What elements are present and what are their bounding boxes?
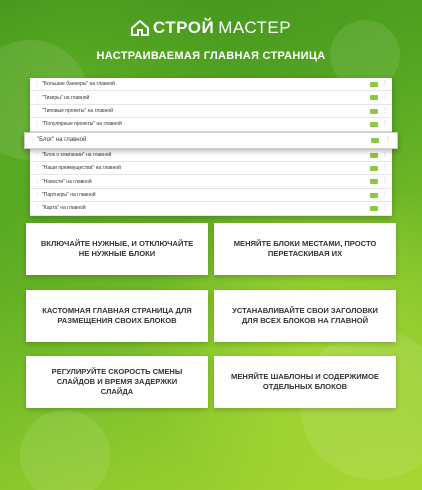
toggle-switch[interactable] [370, 153, 378, 158]
settings-row-label: "Большие баннеры" на главной [42, 81, 115, 88]
settings-row-label: "Популярные проекты" на главной [42, 121, 122, 128]
house-icon [131, 20, 149, 36]
drag-handle-icon[interactable]: ⋮ [35, 151, 40, 158]
drag-handle-icon[interactable]: ⋮ [30, 137, 35, 144]
settings-row[interactable] [30, 105, 392, 118]
feature-card: ВКЛЮЧАЙТЕ НУЖНЫЕ, И ОТКЛЮЧАЙТЕ НЕ НУЖНЫЕ БЛОКИ [26, 223, 208, 275]
more-icon[interactable]: ⋮ [382, 107, 388, 114]
settings-row-dragging[interactable] [24, 132, 398, 149]
toggle-switch[interactable] [370, 82, 378, 87]
more-icon[interactable]: ⋮ [382, 178, 388, 185]
toggle-switch[interactable] [370, 179, 378, 184]
logo [131, 18, 291, 38]
feature-card: РЕГУЛИРУЙТЕ СКОРОСТЬ СМЕНЫ СЛАЙДОВ И ВРЕМЯ ЗАДЕРЖКИ СЛАЙДА [26, 356, 208, 408]
settings-row[interactable] [30, 78, 392, 91]
settings-row-label: "Партнеры" на главной [42, 191, 96, 198]
more-icon[interactable]: ⋮ [382, 191, 388, 198]
drag-handle-icon[interactable]: ⋮ [35, 94, 40, 101]
toggle-switch[interactable] [371, 138, 379, 143]
settings-row[interactable] [30, 162, 392, 175]
feature-card: МЕНЯЙТЕ ШАБЛОНЫ И СОДЕРЖИМОЕ ОТДЕЛЬНЫХ БЛОКОВ [214, 356, 396, 408]
more-icon[interactable]: ⋮ [382, 121, 388, 128]
page-subtitle: НАСТРАИВАЕМАЯ ГЛАВНАЯ СТРАНИЦА [96, 50, 326, 62]
settings-row-label: "Новости" на главной [42, 178, 92, 185]
bokeh-circle [20, 410, 110, 490]
settings-row-label: "Наши преимущества" на главной [42, 165, 121, 172]
settings-row[interactable] [30, 202, 392, 215]
more-icon[interactable]: ⋮ [382, 81, 388, 87]
more-icon[interactable]: ⋮ [382, 151, 388, 158]
drag-handle-icon[interactable]: ⋮ [35, 205, 40, 212]
toggle-switch[interactable] [370, 122, 378, 127]
feature-card: МЕНЯЙТЕ БЛОКИ МЕСТАМИ, ПРОСТО ПЕРЕТАСКИВАЯ ИХ [214, 223, 396, 275]
settings-row-label: "Карта" на главной [42, 205, 86, 212]
drag-handle-icon[interactable]: ⋮ [35, 121, 40, 128]
more-icon[interactable]: ⋮ [382, 205, 388, 212]
settings-row-label: "Типовые проекты" на главной [42, 107, 113, 114]
settings-row-label: "Блог" на главной [37, 137, 87, 144]
settings-row[interactable] [30, 149, 392, 162]
header [0, 18, 422, 41]
feature-card: УСТАНАВЛИВАЙТЕ СВОИ ЗАГОЛОВКИ ДЛЯ ВСЕХ БЛОКОВ НА ГЛАВНОЙ [214, 290, 396, 342]
drag-handle-icon[interactable]: ⋮ [35, 165, 40, 172]
settings-row-label: "Блок о компании" на главной [42, 151, 112, 158]
settings-row[interactable] [30, 175, 392, 188]
settings-row[interactable] [30, 189, 392, 202]
brand-part1: СТРОЙ [152, 18, 215, 37]
feature-card: КАСТОМНАЯ ГЛАВНАЯ СТРАНИЦА ДЛЯ РАЗМЕЩЕНИЯ СВОИХ БЛОКОВ [26, 290, 208, 342]
toggle-switch[interactable] [370, 166, 378, 171]
drag-handle-icon[interactable]: ⋮ [35, 81, 40, 88]
toggle-switch[interactable] [370, 206, 378, 211]
more-icon[interactable]: ⋮ [382, 94, 388, 101]
settings-row-label: "Тизеры" на главной [42, 94, 90, 101]
settings-list [30, 78, 392, 216]
drag-handle-icon[interactable]: ⋮ [35, 107, 40, 114]
settings-row[interactable] [30, 118, 392, 131]
toggle-switch[interactable] [370, 95, 378, 100]
toggle-switch[interactable] [370, 193, 378, 198]
settings-row[interactable] [30, 91, 392, 104]
drag-handle-icon[interactable]: ⋮ [35, 191, 40, 198]
brand-part2: МАСТЕР [218, 18, 292, 37]
toggle-switch[interactable] [370, 109, 378, 114]
drag-handle-icon[interactable]: ⋮ [35, 178, 40, 185]
more-icon[interactable]: ⋮ [385, 136, 391, 143]
more-icon[interactable]: ⋮ [382, 164, 388, 171]
